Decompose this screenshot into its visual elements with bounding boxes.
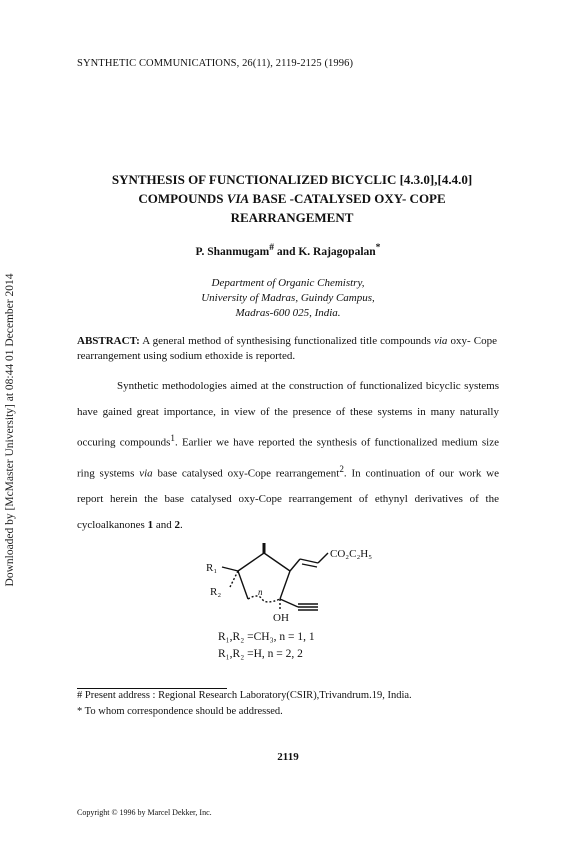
compound-1-conditions: R₁,R₂ =CH₃, n = 1, 1 — [218, 631, 315, 643]
reference-2: 2 — [339, 463, 344, 474]
title-line-1: SYNTHESIS OF FUNCTIONALIZED BICYCLIC [4.3.0],[4.4.0] — [111, 172, 473, 187]
chemical-structure — [200, 543, 410, 633]
reference-1: 1 — [170, 433, 175, 443]
author-1: P. Shanmugam — [195, 245, 270, 258]
ester-label: CO₂C₂H₅ — [330, 548, 373, 560]
body-via: via — [139, 467, 153, 480]
abstract-text-b: oxy- Cope rearrangement using sodium ethoxide is reported. — [77, 335, 498, 362]
r2-label: R₂ — [210, 586, 222, 598]
chain-bond — [318, 553, 328, 563]
chain-bond — [290, 559, 300, 571]
author-2-mark: * — [375, 242, 381, 253]
paper-title — [70, 170, 514, 227]
title-line-3: REARRANGEMENT — [230, 210, 354, 225]
copyright-line: Copyright © 1996 by Marcel Dekker, Inc. — [77, 808, 212, 817]
body-text — [77, 373, 499, 538]
footnote-divider — [77, 688, 227, 689]
body-sentence-1: Synthetic methodologies aimed at the construction of functionalized bicyclic systems have gained great importance, in view of the presence of these systems in many naturally occuring compounds — [77, 380, 499, 449]
authors-and: and — [274, 245, 299, 258]
r2-bond — [230, 571, 238, 587]
abstract-text-a: A general method of synthesising functionalized title compounds — [139, 335, 434, 347]
body-sentence-2: . Earlier we have reported the synthesis of functionalized medium size ring systems — [77, 436, 500, 480]
structure-drawing — [200, 543, 410, 633]
title-line-2-post: BASE -CATALYSED OXY- COPE — [249, 191, 446, 206]
title-line-2 — [70, 189, 514, 208]
author-1-mark: # — [269, 242, 275, 253]
ring-bridge-n — [248, 596, 280, 602]
ring-bond — [280, 571, 290, 599]
ethynyl-bond — [280, 599, 298, 607]
compound-2-conditions: R₁,R₂ =H, n = 2, 2 — [218, 648, 303, 660]
ring-bond — [264, 553, 290, 571]
chain-bond — [300, 559, 318, 563]
authors — [0, 242, 576, 258]
footnote-present-address: # Present address : Regional Research Laboratory(CSIR),Trivandrum.19, India. — [77, 690, 412, 701]
affiliation-line-3: Madras-600 025, India. — [235, 307, 341, 319]
ring-bond — [238, 553, 264, 571]
abstract — [77, 334, 497, 364]
body-period: . — [179, 519, 183, 532]
r1-label: R₁ — [206, 562, 218, 574]
chain-double-bond — [302, 564, 317, 567]
abstract-via: via — [433, 335, 448, 347]
author-2: K. Rajagopalan — [298, 245, 376, 258]
affiliation — [0, 276, 576, 321]
body-and: and — [153, 519, 175, 532]
ring-bond — [238, 571, 248, 599]
abstract-label: ABSTRACT: — [77, 335, 140, 347]
compound-2: 2 — [174, 519, 180, 532]
affiliation-line-1: Department of Organic Chemistry, — [211, 277, 365, 289]
compound-1: 1 — [147, 519, 154, 532]
download-note: Downloaded by [McMaster University] at 08:44 01 December 2014 — [4, 273, 16, 587]
title-via: VIA — [226, 191, 250, 206]
affiliation-line-2: University of Madras, Guindy Campus, — [201, 292, 375, 304]
footnote-correspondence: * To whom correspondence should be addressed. — [77, 706, 283, 717]
body-paragraph — [77, 373, 499, 538]
journal-header: SYNTHETIC COMMUNICATIONS, 26(11), 2119-2125 (1996) — [77, 58, 354, 69]
r1-bond — [222, 567, 238, 571]
body-sentence-3: base catalysed oxy-Cope rearrangement — [152, 467, 340, 480]
page-number: 2119 — [277, 751, 299, 763]
oh-label: OH — [273, 612, 289, 624]
n-label: n — [258, 587, 263, 597]
title-line-2-pre: COMPOUNDS — [138, 191, 227, 206]
body-sentence-4: . In continuation of our work we report herein the base catalysed oxy-Cope rearrangement of ethynyl derivatives of the cycloalkanones — [77, 467, 499, 532]
